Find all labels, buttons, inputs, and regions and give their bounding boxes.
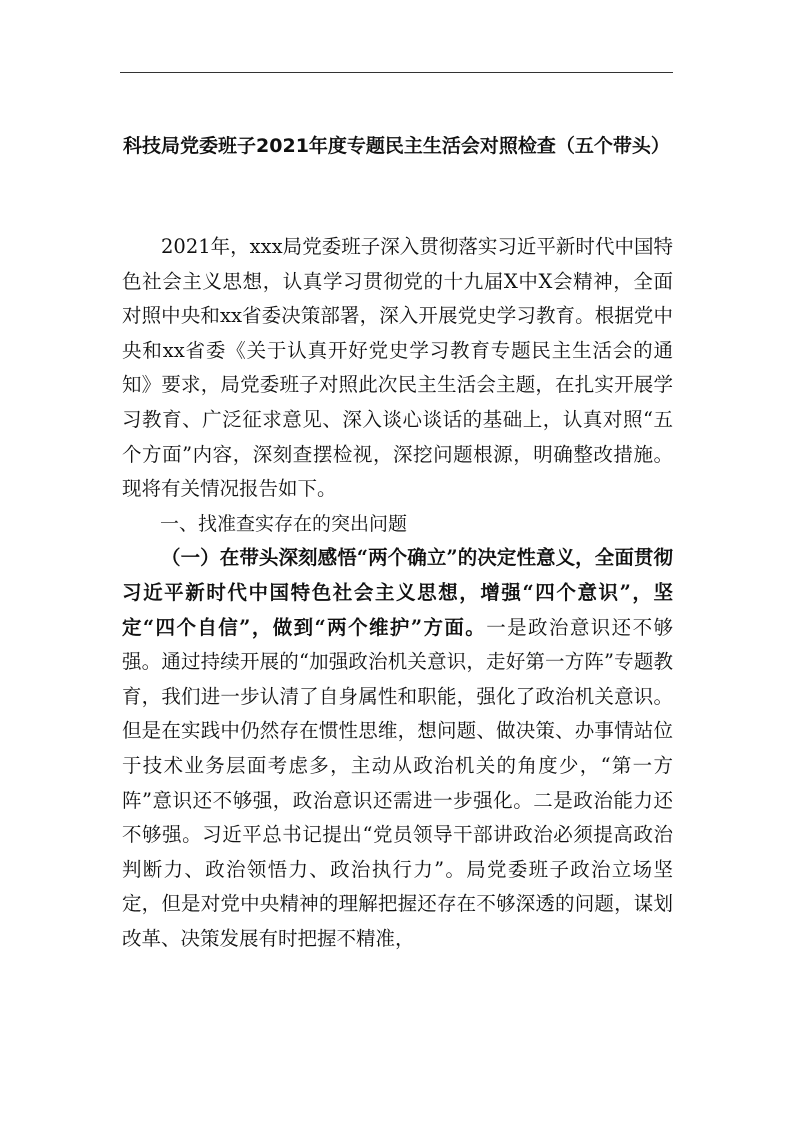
- document-body: [122, 230, 673, 956]
- item-body: 一是政治意识还不够强。通过持续开展的“加强政治机关意识，走好第一方阵”专题教育，我们进一步认清了自身属性和职能，强化了政治机关意识。但是在实践中仍然存在惯性思维，想问题、做决策、办事情站位于技术业务层面考虑多，主动从政治机关的角度少，“第一方阵”意识还不够强，政治意识还需进一步强化。二是政治能力还不够强。习近平总书记提出“党员领导干部讲政治必须提高政治判断力、政治领悟力、政治执行力”。局党委班子政治立场坚定，但是对党中央精神的理解把握还存在不够深透的问题，谋划改革、决策发展有时把握不精准，: [122, 615, 673, 950]
- section-heading: 一、找准查实存在的突出问题: [160, 512, 408, 535]
- intro-paragraph: 2021年，xxx局党委班子深入贯彻落实习近平新时代中国特色社会主义思想，认真学习贯彻党的十九届X中X会精神，全面对照中央和xx省委决策部署，深入开展党史学习教育。根据党中央和xx省委《关于认真开好党史学习教育专题民主生活会的通知》要求，局党委班子对照此次民主生活会主题，在扎实开展学习教育、广泛征求意见、深入谈心谈话的基础上，认真对照“五个方面”内容，深刻查摆检视，深挖问题根源，明确整改措施。现将有关情况报告如下。: [122, 235, 673, 501]
- item-paragraph: [122, 541, 673, 956]
- header-rule: [120, 72, 673, 73]
- item-heading: （一）在带头深刻感悟“两个确立”的决定性意义，全面贯彻习近平新时代中国特色社会主义思想，增强“四个意识”，坚定“四个自信”，做到“两个维护”方面。: [122, 546, 673, 639]
- document-title: 科技局党委班子2021年度专题民主生活会对照检查（五个带头）: [123, 135, 670, 157]
